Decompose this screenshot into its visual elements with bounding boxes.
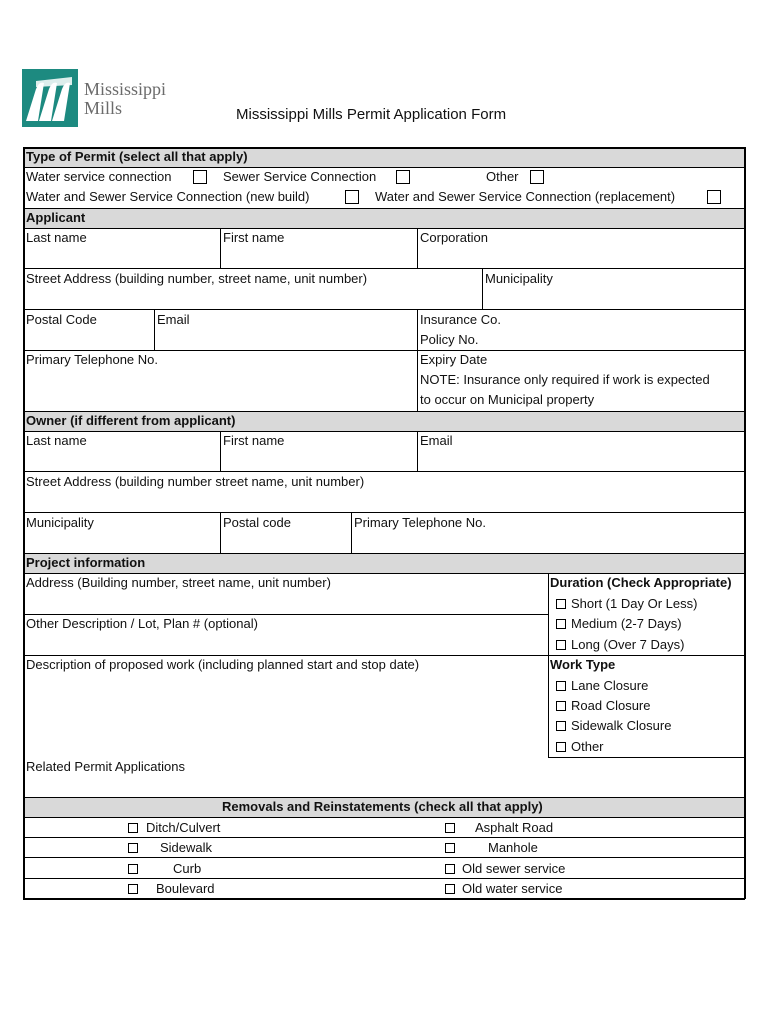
curb-label: Curb <box>173 861 202 876</box>
vline <box>154 309 155 350</box>
logo-text-line2: Mills <box>84 98 123 118</box>
hline <box>23 208 745 209</box>
applicant-email-field[interactable]: Email <box>157 312 190 327</box>
manhole-checkbox[interactable] <box>445 843 455 853</box>
vline <box>417 431 418 472</box>
owner-municipality-field[interactable]: Municipality <box>26 515 94 530</box>
duration-short-label: Short (1 Day Or Less) <box>571 596 698 611</box>
other-permit-label: Other <box>486 169 519 184</box>
new-build-checkbox[interactable] <box>345 190 359 204</box>
vline <box>351 512 352 553</box>
applicant-postal-code-field[interactable]: Postal Code <box>26 312 97 327</box>
asphalt-road-label: Asphalt Road <box>475 820 554 835</box>
hline <box>23 471 745 472</box>
hline <box>23 309 745 310</box>
duration-short-checkbox[interactable] <box>556 599 566 609</box>
sidewalk-label: Sidewalk <box>160 840 213 855</box>
old-water-service-checkbox[interactable] <box>445 884 455 894</box>
applicant-municipality-field[interactable]: Municipality <box>485 271 553 286</box>
new-build-label: Water and Sewer Service Connection (new build) <box>26 189 310 204</box>
vline <box>417 228 418 269</box>
table-bottom-border <box>23 898 745 900</box>
related-permit-field[interactable]: Related Permit Applications <box>26 759 185 774</box>
applicant-street-address-field[interactable]: Street Address (building number, street name, unit number) <box>26 271 368 286</box>
table-right-border <box>744 147 746 899</box>
manhole-label: Manhole <box>488 840 538 855</box>
hline <box>23 512 745 513</box>
hline <box>23 431 745 432</box>
water-service-label: Water service connection <box>26 169 172 184</box>
curb-checkbox[interactable] <box>128 864 138 874</box>
hline-partial <box>548 757 745 758</box>
hline <box>23 268 745 269</box>
work-type-header: Work Type <box>550 657 616 672</box>
water-service-checkbox[interactable] <box>193 170 207 184</box>
owner-header: Owner (if different from applicant) <box>26 413 236 428</box>
insurance-note-line1: NOTE: Insurance only required if work is expected <box>420 372 710 387</box>
table-left-border <box>23 147 25 899</box>
sewer-service-checkbox[interactable] <box>396 170 410 184</box>
project-description-field[interactable]: Description of proposed work (including planned start and stop date) <box>26 657 420 672</box>
policy-no-field[interactable]: Policy No. <box>420 332 479 347</box>
duration-long-checkbox[interactable] <box>556 640 566 650</box>
work-type-other-label: Other <box>571 739 604 754</box>
applicant-corporation-field[interactable]: Corporation <box>420 230 488 245</box>
boulevard-checkbox[interactable] <box>128 884 138 894</box>
work-type-other-checkbox[interactable] <box>556 742 566 752</box>
ditch-culvert-label: Ditch/Culvert <box>146 820 221 835</box>
owner-street-address-field[interactable]: Street Address (building number street name, unit number) <box>26 474 365 489</box>
owner-phone-field[interactable]: Primary Telephone No. <box>354 515 486 530</box>
hline <box>23 837 745 838</box>
other-permit-checkbox[interactable] <box>530 170 544 184</box>
sidewalk-closure-label: Sidewalk Closure <box>571 718 672 733</box>
hline <box>23 817 745 818</box>
page-title: Mississippi Mills Permit Application Form <box>236 106 507 123</box>
applicant-last-name-field[interactable]: Last name <box>26 230 87 245</box>
insurance-note-line2: to occur on Municipal property <box>420 392 595 407</box>
insurance-co-field[interactable]: Insurance Co. <box>420 312 501 327</box>
vline <box>548 573 549 757</box>
duration-long-label: Long (Over 7 Days) <box>571 637 685 652</box>
applicant-header-bg <box>24 208 744 228</box>
asphalt-road-checkbox[interactable] <box>445 823 455 833</box>
vline <box>220 512 221 553</box>
vline <box>482 268 483 309</box>
owner-email-field[interactable]: Email <box>420 433 453 448</box>
boulevard-label: Boulevard <box>156 881 215 896</box>
road-closure-label: Road Closure <box>571 698 651 713</box>
duration-medium-label: Medium (2-7 Days) <box>571 616 682 631</box>
expiry-date-field[interactable]: Expiry Date <box>420 352 488 367</box>
project-header: Project information <box>26 555 146 570</box>
replacement-checkbox[interactable] <box>707 190 721 204</box>
applicant-phone-field[interactable]: Primary Telephone No. <box>26 352 158 367</box>
mississippi-mills-logo <box>22 69 167 132</box>
old-water-service-label: Old water service <box>462 881 563 896</box>
hline <box>23 228 745 229</box>
duration-header: Duration (Check Appropriate) <box>550 575 732 590</box>
removals-header: Removals and Reinstatements (check all that apply) <box>222 799 543 814</box>
owner-last-name-field[interactable]: Last name <box>26 433 87 448</box>
owner-first-name-field[interactable]: First name <box>223 433 285 448</box>
project-other-description-field[interactable]: Other Description / Lot, Plan # (optional) <box>26 616 258 631</box>
logo-text-line1: Mississippi <box>84 79 167 99</box>
hline <box>23 857 745 858</box>
owner-postal-code-field[interactable]: Postal code <box>223 515 291 530</box>
replacement-label: Water and Sewer Service Connection (replacement) <box>375 189 676 204</box>
ditch-culvert-checkbox[interactable] <box>128 823 138 833</box>
sidewalk-closure-checkbox[interactable] <box>556 721 566 731</box>
lane-closure-label: Lane Closure <box>571 678 649 693</box>
project-address-field[interactable]: Address (Building number, street name, unit number) <box>26 575 331 590</box>
road-closure-checkbox[interactable] <box>556 701 566 711</box>
applicant-first-name-field[interactable]: First name <box>223 230 285 245</box>
old-sewer-service-checkbox[interactable] <box>445 864 455 874</box>
permit-type-header: Type of Permit (select all that apply) <box>26 149 248 164</box>
vline <box>417 309 418 411</box>
vline <box>220 431 221 472</box>
lane-closure-checkbox[interactable] <box>556 681 566 691</box>
hline <box>23 878 745 879</box>
sewer-service-label: Sewer Service Connection <box>223 169 377 184</box>
logo-mark-icon <box>22 69 78 127</box>
applicant-header: Applicant <box>26 210 86 225</box>
old-sewer-service-label: Old sewer service <box>462 861 566 876</box>
sidewalk-checkbox[interactable] <box>128 843 138 853</box>
vline <box>220 228 221 269</box>
duration-medium-checkbox[interactable] <box>556 619 566 629</box>
